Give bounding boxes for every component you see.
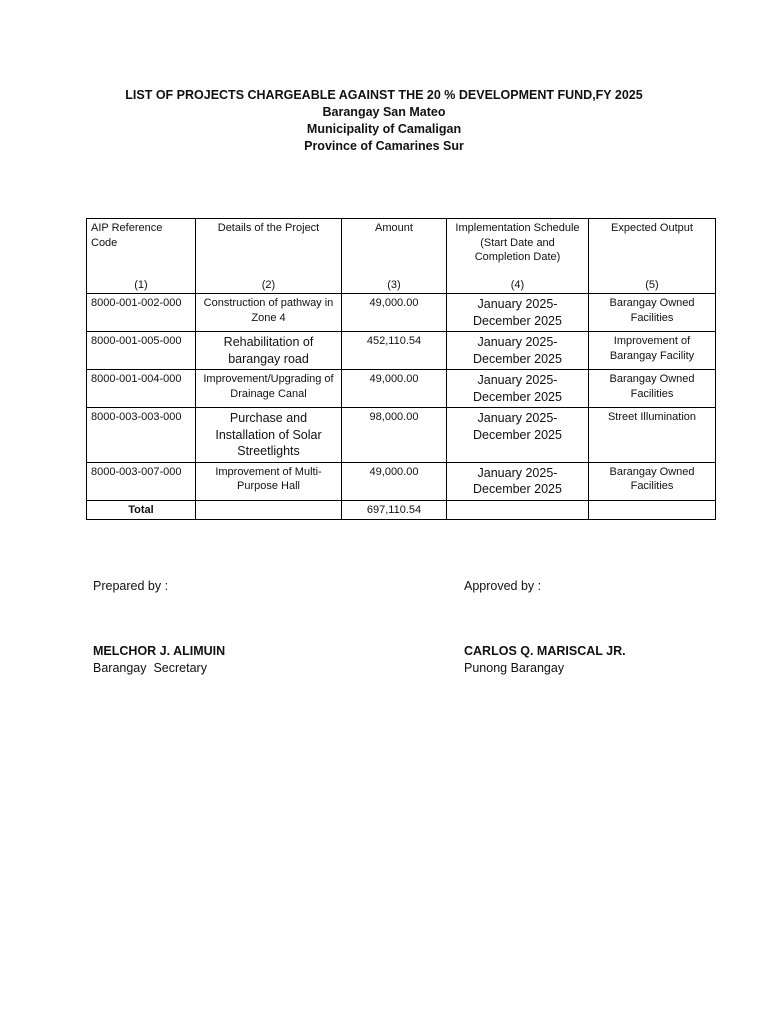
province-name: Province of Camarines Sur [304,139,464,153]
cell-output: Improvement of Barangay Facility [589,332,716,370]
barangay-name: Barangay San Mateo [322,105,446,119]
prepared-by-label: Prepared by : [93,579,169,593]
column-number: (2) [261,278,276,291]
table-row [87,294,716,332]
cell-schedule: January 2025-December 2025 [447,294,589,332]
cell-details: Construction of pathway in Zone 4 [196,294,342,332]
cell-code: 8000-001-002-000 [87,294,196,332]
cell-schedule: January 2025-December 2025 [447,462,589,500]
cell-details: Rehabilitation of barangay road [196,332,342,370]
cell-amount: 49,000.00 [342,294,447,332]
cell-output: Barangay Owned Facilities [589,370,716,408]
column-header-label: AIP Reference Code [91,222,163,249]
column-header-label: Expected Output [611,222,693,234]
prepared-by-title: Barangay Secretary [93,661,207,675]
approved-by-block [464,643,626,677]
cell-code: 8000-003-003-000 [87,408,196,463]
prepared-by-name: MELCHOR J. ALIMUIN [93,644,226,658]
cell-output: Barangay Owned Facilities [589,294,716,332]
cell-schedule: January 2025-December 2025 [447,408,589,463]
table-row [87,408,716,463]
document-title: LIST OF PROJECTS CHARGEABLE AGAINST THE 20 % DEVELOPMENT FUND,FY 2025 [125,88,643,102]
approved-by-name: CARLOS Q. MARISCAL JR. [464,644,626,658]
approved-by-title: Punong Barangay [464,661,565,675]
cell-details: Purchase and Installation of Solar Streetlights [196,408,342,463]
cell-amount: 98,000.00 [342,408,447,463]
table-row [87,370,716,408]
column-header-label: Details of the Project [217,222,320,234]
total-label: Total [87,500,196,520]
cell-output: Street Illumination [589,408,716,463]
cell-code: 8000-003-007-000 [87,462,196,500]
empty-cell [196,500,342,520]
column-header-amount [342,219,447,294]
column-number: (3) [387,278,401,291]
total-amount: 697,110.54 [342,500,447,520]
cell-details: Improvement of Multi-Purpose Hall [196,462,342,500]
column-header-schedule [447,219,589,294]
cell-schedule: January 2025-December 2025 [447,370,589,408]
column-header-details [196,219,342,294]
cell-code: 8000-001-005-000 [87,332,196,370]
empty-cell [589,500,716,520]
prepared-by-block [93,643,225,677]
cell-schedule: January 2025-December 2025 [447,332,589,370]
document-header [0,87,768,155]
column-number: (4) [510,278,525,291]
table-header-row [87,219,716,294]
column-header-label: Implementation Schedule (Start Date and Completion Date) [455,222,580,263]
approved-by-label: Approved by : [464,579,542,593]
column-header-output [589,219,716,294]
cell-amount: 49,000.00 [342,370,447,408]
cell-details: Improvement/Upgrading of Drainage Canal [196,370,342,408]
table-row [87,332,716,370]
projects-table [86,218,716,520]
cell-amount: 49,000.00 [342,462,447,500]
cell-amount: 452,110.54 [342,332,447,370]
cell-output: Barangay Owned Facilities [589,462,716,500]
column-header-label: Amount [375,222,413,234]
table-row [87,462,716,500]
empty-cell [447,500,589,520]
column-number: (5) [645,278,659,291]
column-header-code [87,219,196,294]
column-number: (1) [134,278,148,291]
municipality-name: Municipality of Camaligan [306,122,462,136]
total-row [87,500,716,520]
cell-code: 8000-001-004-000 [87,370,196,408]
